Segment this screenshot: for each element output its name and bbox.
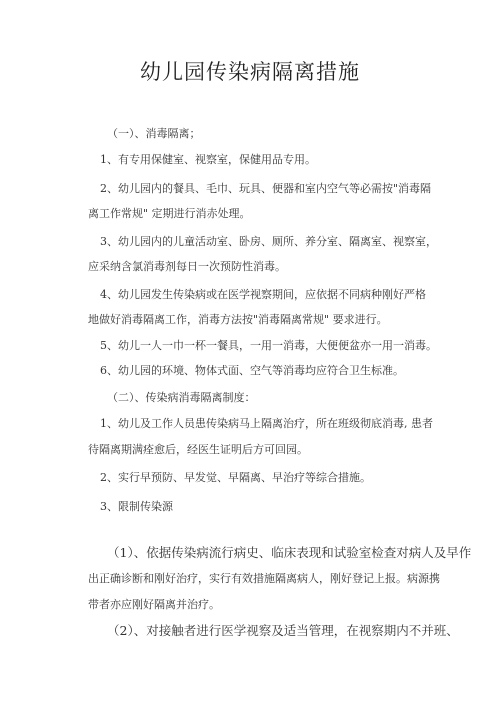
- paragraph-line: 1、幼儿及工作人员患传染病马上隔离治疗，所在班级彻底消毒, 患者: [100, 417, 433, 430]
- paragraph-line: 待隔离期满痊愈后，经医生证明后方可回园。: [88, 443, 308, 456]
- section-heading-2: （二）、传染病消毒隔离制度：: [107, 391, 256, 404]
- paragraph-line: 出正确诊断和刚好治疗，实行有效措施隔离病人，刚好登记上报。病源携: [88, 572, 440, 585]
- paragraph-line: 2、幼儿园内的餐具、毛巾、玩具、便器和室内空气等必需按"消毒隔: [100, 182, 432, 195]
- paragraph-line: 3、幼儿园内的儿童活动室、卧房、厕所、养分室、隔离室、视察室，: [100, 235, 437, 248]
- paragraph-line: 2、实行早预防、早发觉、早隔离、早治疗等综合措施。: [100, 471, 371, 484]
- document-title: 幼儿园传染病隔离措施: [140, 60, 360, 84]
- paragraph-line: 1、有专用保健室、视察室，保健用品专用。: [100, 153, 316, 166]
- paragraph-line: 4、幼儿园发生传染病或在医学视察期间，应依据不同病种刚好严格: [100, 288, 426, 301]
- paragraph-line: 应采纳含氯消毒剂每日一次预防性消毒。: [88, 260, 286, 273]
- paragraph-line: 5、幼儿一人一巾一杯一餐具，一用一消毒，大便便盆亦一用一消毒。: [100, 339, 437, 352]
- paragraph-line: （2）、对接触者进行医学视察及适当管理，在视察期内不并班、: [107, 623, 459, 638]
- paragraph-line: 带者亦应刚好隔离并治疗。: [88, 598, 220, 611]
- paragraph-line: 地做好消毒隔离工作，消毒方法按"消毒隔离常规" 要求进行。: [88, 313, 388, 326]
- paragraph-line: 3、限制传染源: [100, 500, 173, 513]
- paragraph-line: 6、幼儿园的环境、物体式面、空气等消毒均应符合卫生标准。: [100, 364, 404, 377]
- paragraph-line: 离工作常规" 定期进行消赤处理。: [88, 207, 251, 220]
- section-heading-1: （一）、消毒隔离；: [107, 127, 201, 140]
- paragraph-line: （1）、依据传染病流行病史、临床表现和试验室检查对病人及早作: [107, 545, 472, 560]
